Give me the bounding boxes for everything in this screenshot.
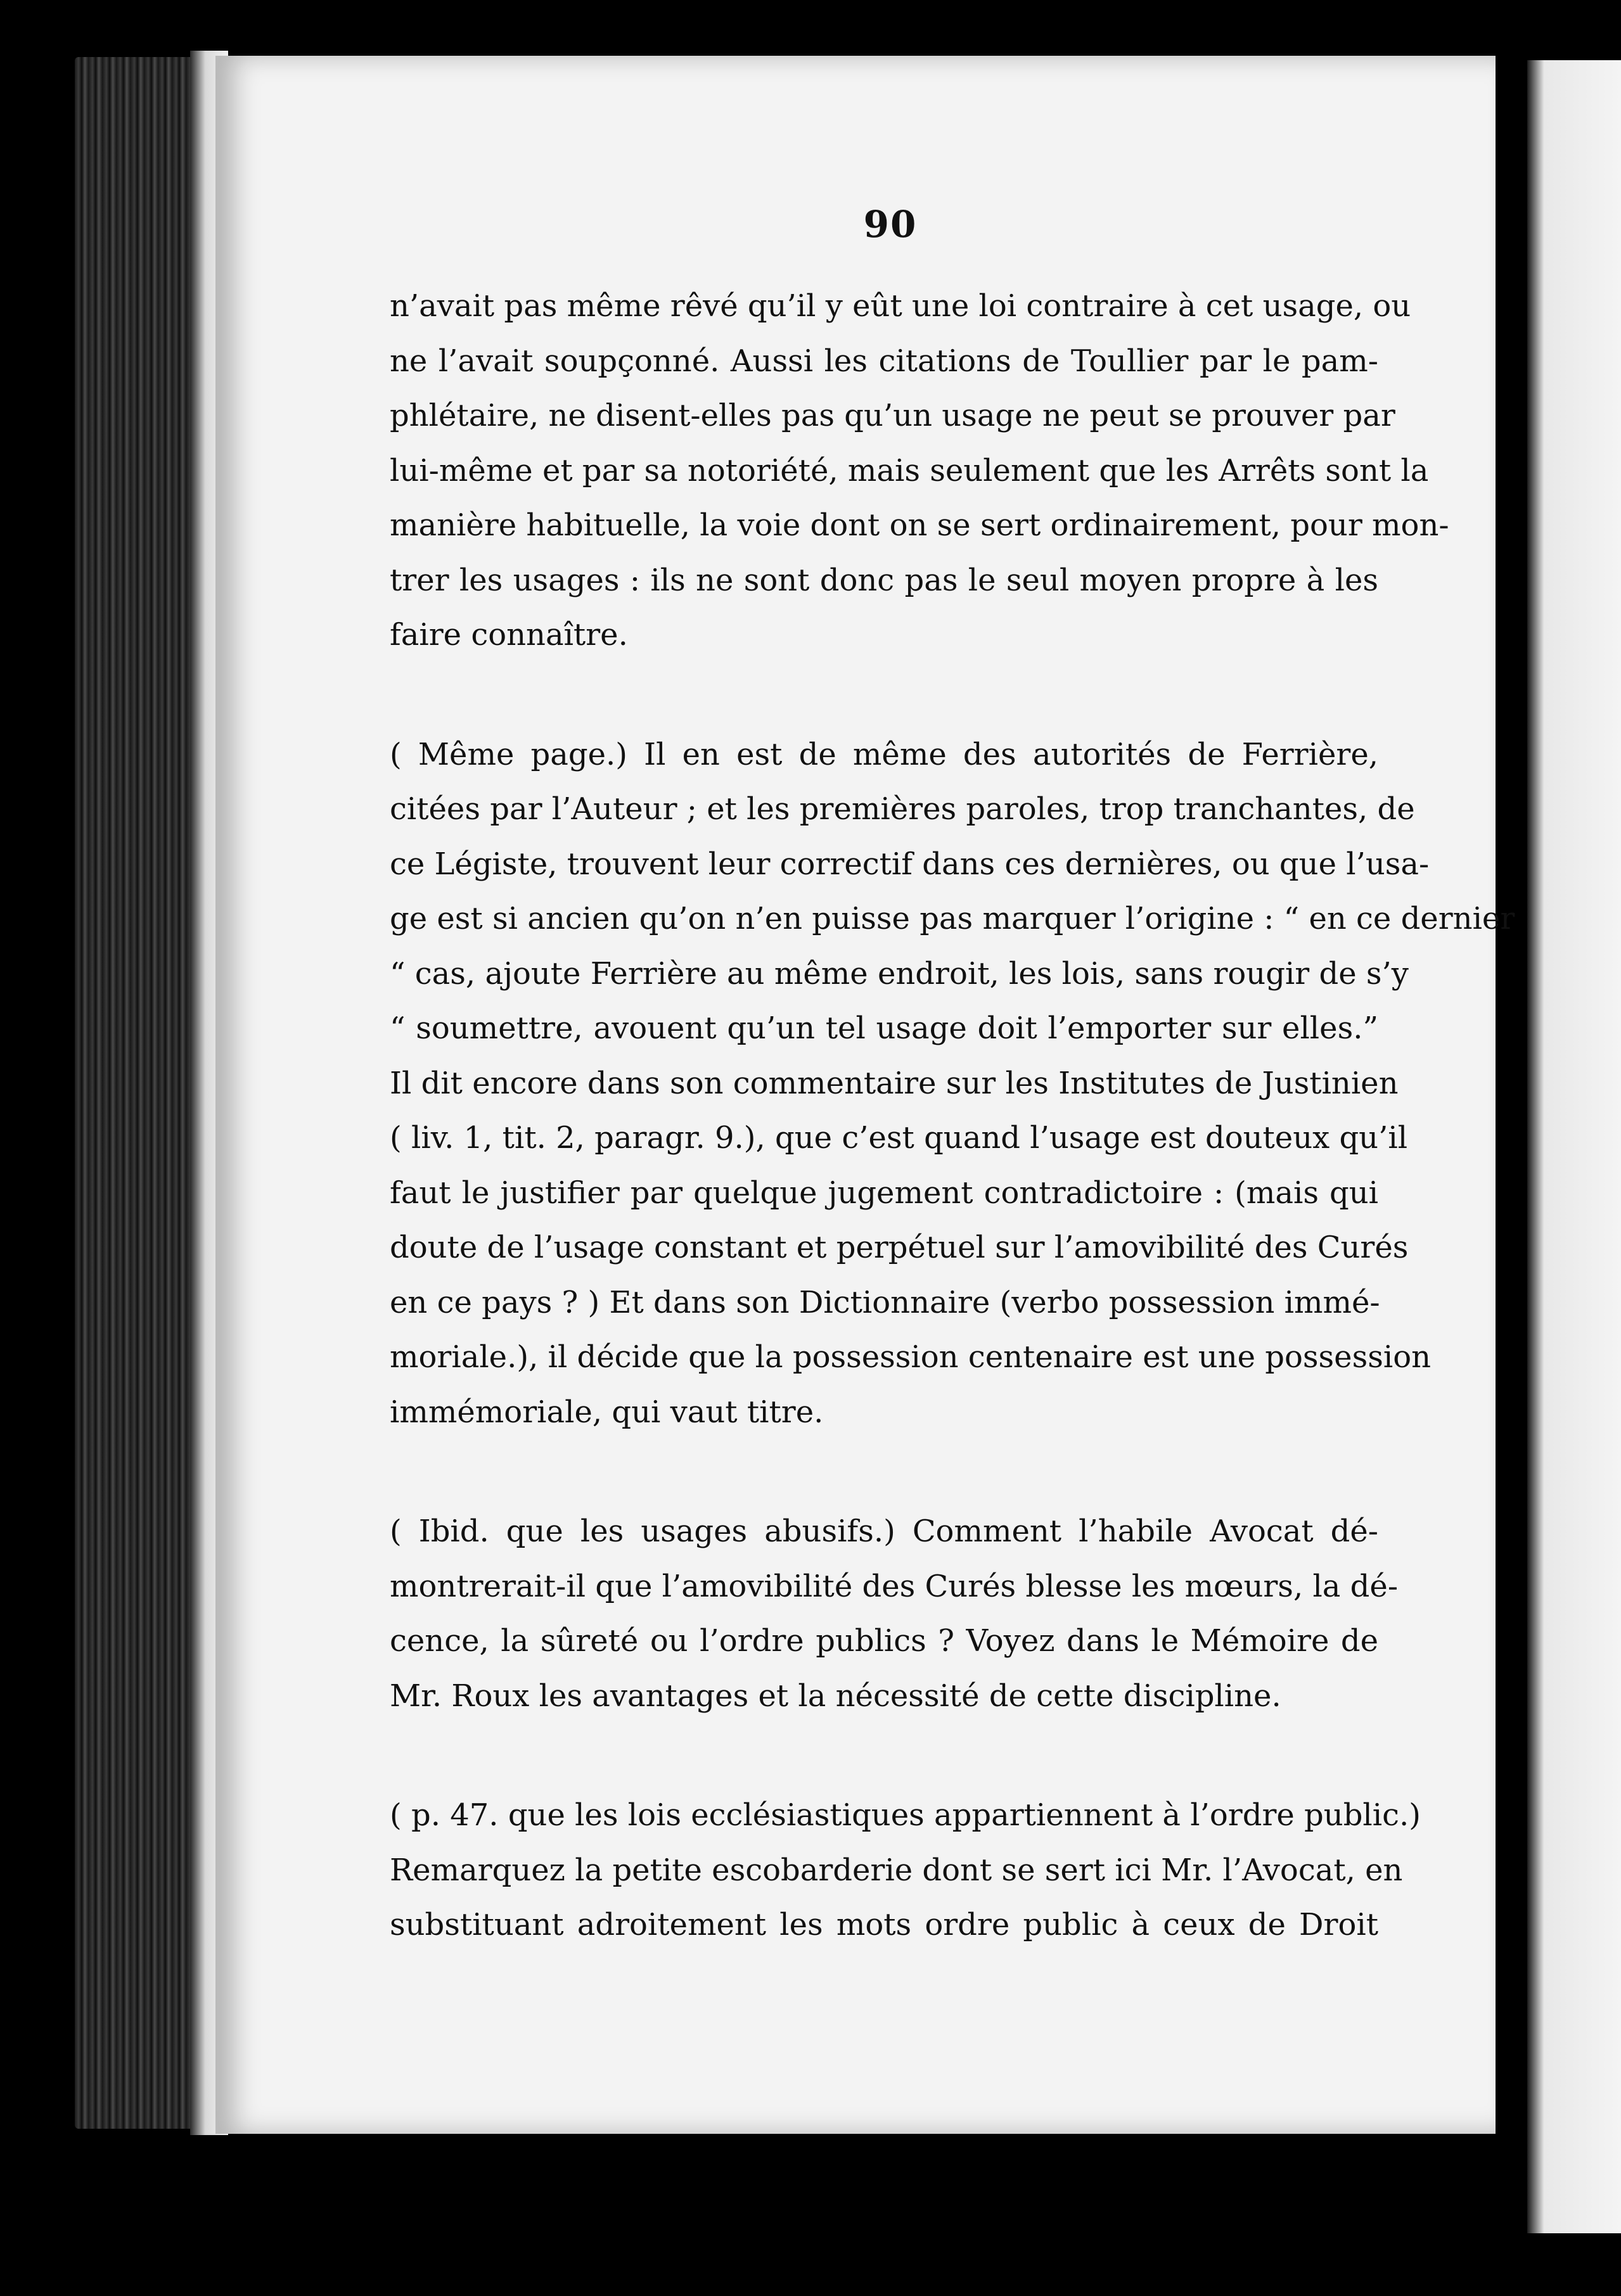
text-line: faire connaître. bbox=[390, 617, 628, 653]
text-line: Mr. Roux les avantages et la nécessité de cette discipline. bbox=[390, 1678, 1281, 1714]
text-line: ( p. 47. que les lois ecclésiastiques appartiennent à l’ordre public.) bbox=[390, 1797, 1421, 1833]
page-body bbox=[390, 279, 1515, 1953]
text-line: lui-même et par sa notoriété, mais seulement que les Arrêts sont la bbox=[390, 452, 1429, 488]
text-line: ( Même page.) Il en est de même des autorités de Ferrière, bbox=[390, 736, 1378, 772]
text-line: ge est si ancien qu’on n’en puisse pas marquer l’origine : “ en ce dernier bbox=[390, 901, 1515, 936]
text-line: “ soumettre, avouent qu’un tel usage doit l’emporter sur elles.” bbox=[390, 1011, 1378, 1046]
text-line: ( Ibid. que les usages abusifs.) Comment l’habile Avocat dé- bbox=[390, 1514, 1378, 1549]
text-line: n’avait pas même rêvé qu’il y eût une loi contraire à cet usage, ou bbox=[390, 288, 1411, 324]
text-line: trer les usages : ils ne sont donc pas le seul moyen propre à les bbox=[390, 562, 1378, 598]
text-line: Il dit encore dans son commentaire sur les Institutes de Justinien bbox=[390, 1065, 1399, 1101]
text-line: montrerait-il que l’amovibilité des Curés blesse les mœurs, la dé- bbox=[390, 1568, 1399, 1604]
paragraph-4 bbox=[390, 1788, 1421, 1953]
text-line: manière habituelle, la voie dont on se sert ordinairement, pour mon- bbox=[390, 507, 1449, 543]
text-line: ce Légiste, trouvent leur correctif dans ces dernières, ou que l’usa- bbox=[390, 846, 1430, 882]
text-line: faut le justifier par quelque jugement contradictoire : (mais qui bbox=[390, 1175, 1378, 1211]
text-line: ne l’avait soupçonné. Aussi les citations de Toullier par le pam- bbox=[390, 343, 1378, 379]
text-line: Remarquez la petite escobarderie dont se sert ici Mr. l’Avocat, en bbox=[390, 1852, 1403, 1888]
text-line: immémoriale, qui vaut titre. bbox=[390, 1394, 824, 1430]
text-line: substituant adroitement les mots ordre public à ceux de Droit bbox=[390, 1907, 1378, 1942]
paragraph-1 bbox=[390, 279, 1449, 663]
text-line: phlétaire, ne disent-elles pas qu’un usage ne peut se prouver par bbox=[390, 398, 1395, 433]
text-line: ( liv. 1, tit. 2, paragr. 9.), que c’est quand l’usage est douteux qu’il bbox=[390, 1120, 1408, 1156]
text-line: cence, la sûreté ou l’ordre publics ? Voyez dans le Mémoire de bbox=[390, 1623, 1378, 1659]
text-line: citées par l’Auteur ; et les premières paroles, trop tranchantes, de bbox=[390, 791, 1415, 827]
paragraph-3 bbox=[390, 1504, 1399, 1723]
text-line: moriale.), il décide que la possession centenaire est une possession bbox=[390, 1339, 1432, 1375]
page-number: 90 bbox=[863, 203, 918, 246]
text-line: en ce pays ? ) Et dans son Dictionnaire (verbo possession immé- bbox=[390, 1284, 1380, 1320]
facing-page-edge bbox=[1527, 60, 1621, 2233]
text-line: doute de l’usage constant et perpétuel sur l’amovibilité des Curés bbox=[390, 1230, 1409, 1265]
text-line: “ cas, ajoute Ferrière au même endroit, les lois, sans rougir de s’y bbox=[390, 955, 1409, 992]
paragraph-2 bbox=[390, 727, 1515, 1440]
